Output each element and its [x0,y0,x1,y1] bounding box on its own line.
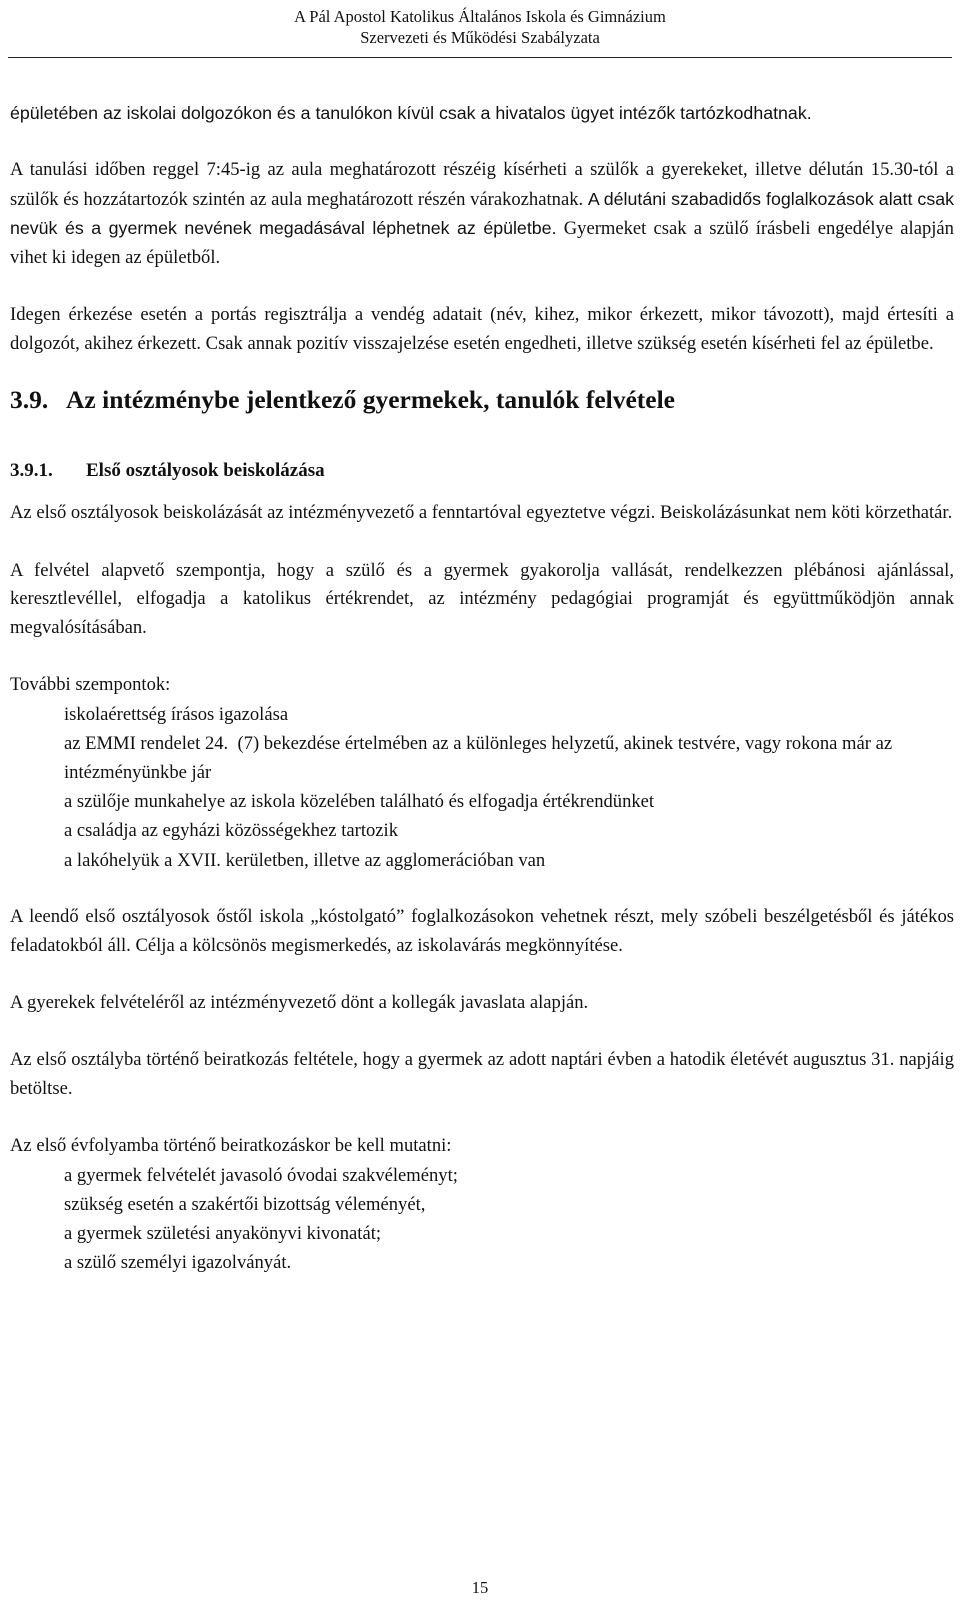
paragraph-parents-access-part2: A délutáni szabadidős foglalkozások alatt csak nevük és a gyermek nevének megadásával léphetnek az épületbe. [10,188,954,239]
paragraph-visitors: épületében az iskolai dolgozókon és a tanulókon kívül csak a hivatalos ügyet intézők tartózkodhatnak. [10,103,812,123]
header-school-name: A Pál Apostol Katolikus Általános Iskola és Gimnázium [294,7,666,26]
paragraph-guest-registration: Idegen érkezése esetén a portás regisztrálja a vendég adatait (név, kihez, mikor érkezett, mikor távozott), majd értesíti a dolgozót, akihez érkezett. Csak annak pozitív visszajelzése esetén engedheti, illetve szükség esetén kísérheti fel az épületbe. [10,304,954,354]
paragraph-admission-criteria: A felvétel alapvető szempontja, hogy a szülő és a gyermek gyakorolja vallását, rendelkezzen plébánosi ajánlással, keresztlevéllel, elfogadja a katolikus értékrendet, az intézmény pedagógiai programját és együttműködjön annak megvalósításában. [10,559,954,638]
paragraph-enrollment: Az első osztályosok beiskolázását az intézményvezető a fenntartóval egyeztetve végzi. Beiskolázásunkat nem köti körzethatár. [10,502,953,524]
required-documents-list [10,1161,954,1278]
header-document-title: Szervezeti és Működési Szabályzata [360,28,600,47]
list-item: az EMMI rendelet 24. (7) bekezdése értelmében az a különleges helyzetű, akinek testvére, vagy rokona már az intézményünkbe jár [64,732,893,783]
page-content [10,99,954,1306]
paragraph-parents-access-part3: Gyermeket csak a szülő írásbeli engedélye alapján vihet ki idegen az épületből. [10,218,954,268]
list-item: a szülő személyi igazolványát. [64,1252,292,1274]
list-item: a szülője munkahelye az iskola közelében található és elfogadja értékrendünket [64,791,655,813]
required-documents-intro: Az első évfolyamba történő beiratkozáskor be kell mutatni: [10,1135,452,1157]
paragraph-parents-access-part1: A tanulási időben reggel 7:45-ig az aula meghatározott részéig kísérheti a szülők a gyerekeket, illetve délután 15.30-tól a szülők és hozzátartozók szintén az aula meghatározott részén várakozhatnak. [10,159,954,210]
further-criteria-intro: További szempontok: [10,673,171,695]
subsection-number: 3.9.1. [10,460,53,482]
paragraph-tasting-sessions: A leendő első osztályosok őstől iskola „kóstolgató” foglalkozásokon vehetnek részt, mely szóbeli beszélgetésből és játékos feladatokból áll. Célja a kölcsönös megismerkedés, az iskolavárás megkönnyítése. [10,906,954,956]
list-item: szükség esetén a szakértői bizottság véleményét, [64,1193,426,1215]
list-item: a gyermek felvételét javasoló óvodai szakvéleményt; [64,1164,458,1186]
header-divider [8,57,952,58]
section-title: Az intézménybe jelentkező gyermekek, tanulók felvétele [66,385,675,415]
page-number: 15 [471,1578,489,1597]
list-item: a gyermek születési anyakönyvi kivonatát; [64,1223,382,1245]
further-criteria-list [10,700,954,875]
paragraph-admission-decision: A gyerekek felvételéről az intézményvezető dönt a kollegák javaslata alapján. [10,992,589,1014]
section-heading [10,383,954,417]
paragraph-age-requirement: Az első osztályba történő beiratkozás feltétele, hogy a gyermek az adott naptári évben a hatodik életévét augusztus 31. napjáig betöltse. [10,1049,954,1099]
list-item: iskolaérettség írásos igazolása [64,703,289,725]
page-header [0,6,960,48]
paragraph-parents-access [10,156,954,272]
subsection-title: Első osztályosok beiskolázása [86,460,325,482]
list-item: a családja az egyházi közösségekhez tartozik [64,820,398,842]
section-number: 3.9. [10,385,49,415]
list-item: a lakóhelyük a XVII. kerületben, illetve az agglomerációban van [64,849,546,871]
subsection-heading [10,457,954,485]
